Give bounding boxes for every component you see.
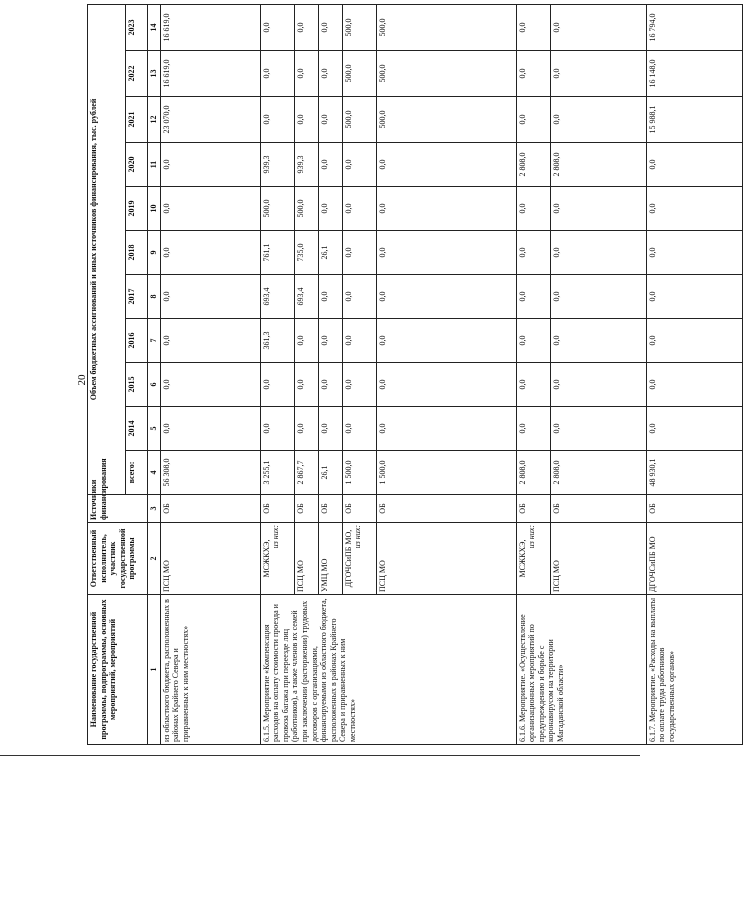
year-value-cell: 0,0 <box>294 363 318 407</box>
total-value-cell: 1 500,0 <box>376 451 516 495</box>
year-value-cell: 0,0 <box>646 319 742 363</box>
year-value-cell: 0,0 <box>160 407 260 451</box>
column-number: 4 <box>148 451 161 495</box>
header-year: 2018 <box>126 231 148 275</box>
year-value-cell: 500,0 <box>376 4 516 50</box>
year-value-cell: 500,0 <box>342 51 376 97</box>
year-value-cell: 0,0 <box>516 97 550 143</box>
column-number: 10 <box>148 187 161 231</box>
year-value-cell: 0,0 <box>516 4 550 50</box>
column-number: 3 <box>148 495 161 523</box>
year-value-cell: 0,0 <box>376 275 516 319</box>
year-value-cell: 0,0 <box>646 407 742 451</box>
header-year: 2022 <box>126 51 148 97</box>
financing-table <box>87 4 743 745</box>
total-value-cell: 48 930,1 <box>646 451 742 495</box>
executor-cell <box>550 523 646 595</box>
year-value-cell: 0,0 <box>260 363 294 407</box>
year-value-cell: 0,0 <box>550 51 646 97</box>
year-value-cell: 0,0 <box>342 363 376 407</box>
executor-cell <box>646 523 742 595</box>
header-year: 2014 <box>126 407 148 451</box>
executor-label: ДГОЧСиПБ МО <box>647 536 657 592</box>
year-value-cell: 0,0 <box>294 319 318 363</box>
total-value-cell: 2 867,7 <box>294 451 318 495</box>
header-name: Наименование государственной программы, подпрограммы, основных мероприятий, мероприятий <box>88 595 148 745</box>
table-row <box>160 4 260 744</box>
source-cell: ОБ <box>160 495 260 523</box>
year-value-cell: 0,0 <box>260 97 294 143</box>
executor-cell <box>318 523 342 595</box>
executor-label: ДГОЧСиПБ МО, <box>343 529 353 588</box>
year-value-cell: 0,0 <box>550 363 646 407</box>
year-value-cell: 361,3 <box>260 319 294 363</box>
year-value-cell: 0,0 <box>646 231 742 275</box>
header-year: 2020 <box>126 143 148 187</box>
header-total: всего: <box>126 451 148 495</box>
year-value-cell: 0,0 <box>550 407 646 451</box>
year-value-cell: 0,0 <box>160 231 260 275</box>
year-value-cell: 735,0 <box>294 231 318 275</box>
year-value-cell: 0,0 <box>342 319 376 363</box>
column-number: 11 <box>148 143 161 187</box>
executor-label: МСЖКХЭ, <box>261 539 271 578</box>
column-number: 2 <box>148 523 161 595</box>
executor-cell <box>376 523 516 595</box>
executor-cell <box>160 523 260 595</box>
header-source: Источники финансирования <box>88 495 148 523</box>
year-value-cell: 0,0 <box>646 363 742 407</box>
year-value-cell: 0,0 <box>376 143 516 187</box>
year-value-cell: 0,0 <box>260 407 294 451</box>
year-value-cell: 0,0 <box>260 4 294 50</box>
year-value-cell: 26,1 <box>318 231 342 275</box>
column-number: 9 <box>148 231 161 275</box>
year-value-cell: 0,0 <box>342 231 376 275</box>
executor-sublabel: из них: <box>353 525 363 549</box>
year-value-cell: 0,0 <box>376 407 516 451</box>
table-row <box>516 4 550 744</box>
year-value-cell: 0,0 <box>318 275 342 319</box>
year-value-cell: 693,4 <box>260 275 294 319</box>
year-value-cell: 0,0 <box>318 319 342 363</box>
year-value-cell: 0,0 <box>294 51 318 97</box>
source-cell: ОБ <box>318 495 342 523</box>
source-cell: ОБ <box>260 495 294 523</box>
year-value-cell: 0,0 <box>516 187 550 231</box>
source-cell: ОБ <box>550 495 646 523</box>
year-value-cell: 0,0 <box>376 187 516 231</box>
total-value-cell: 2 808,0 <box>516 451 550 495</box>
executor-sublabel: из них: <box>527 525 537 549</box>
year-value-cell: 0,0 <box>318 4 342 50</box>
year-value-cell: 0,0 <box>160 319 260 363</box>
header-volume: Объем бюджетных ассигнований и иных источников финансирования, тыс. рублей <box>88 4 126 494</box>
year-value-cell: 0,0 <box>550 187 646 231</box>
activity-name: 6.1.5. Мероприятие «Компенсация расходов на оплату стоимости проезда и провоза багажа при переезде лиц (работников), а также членов их семей при заключении (расторжении) трудовых договоров с организациями, финансируемыми из областного бюджета, расположенных в районах Крайнего Севера и приравненных к ним местностях» <box>260 595 516 745</box>
year-value-cell: 693,4 <box>294 275 318 319</box>
executor-label: ПСЦ МО <box>551 560 561 592</box>
header-year: 2017 <box>126 275 148 319</box>
column-number: 6 <box>148 363 161 407</box>
source-cell: ОБ <box>342 495 376 523</box>
executor-cell <box>342 523 376 595</box>
year-value-cell: 0,0 <box>646 275 742 319</box>
executor-cell <box>260 523 294 595</box>
executor-label: ПСЦ МО <box>377 560 387 592</box>
total-value-cell: 3 255,1 <box>260 451 294 495</box>
year-value-cell: 0,0 <box>318 363 342 407</box>
header-year: 2019 <box>126 187 148 231</box>
year-value-cell: 0,0 <box>318 187 342 231</box>
year-value-cell: 0,0 <box>318 407 342 451</box>
table-row <box>646 4 742 744</box>
column-number: 5 <box>148 407 161 451</box>
year-value-cell: 0,0 <box>160 363 260 407</box>
year-value-cell: 15 988,1 <box>646 97 742 143</box>
year-value-cell: 0,0 <box>318 97 342 143</box>
year-value-cell: 500,0 <box>342 4 376 50</box>
source-cell: ОБ <box>646 495 742 523</box>
column-number: 12 <box>148 97 161 143</box>
year-value-cell: 0,0 <box>376 231 516 275</box>
year-value-cell: 500,0 <box>376 51 516 97</box>
year-value-cell: 0,0 <box>294 407 318 451</box>
year-value-cell: 23 070,0 <box>160 97 260 143</box>
year-value-cell: 0,0 <box>516 363 550 407</box>
executor-sublabel: из них: <box>271 525 281 549</box>
year-value-cell: 0,0 <box>550 97 646 143</box>
year-value-cell: 0,0 <box>516 275 550 319</box>
year-value-cell: 761,1 <box>260 231 294 275</box>
year-value-cell: 2 808,0 <box>550 143 646 187</box>
year-value-cell: 16 794,0 <box>646 4 742 50</box>
year-value-cell: 16 148,0 <box>646 51 742 97</box>
year-value-cell: 0,0 <box>318 51 342 97</box>
year-value-cell: 0,0 <box>160 143 260 187</box>
executor-label: ПСЦ МО <box>295 560 305 592</box>
executor-cell <box>516 523 550 595</box>
column-number: 13 <box>148 51 161 97</box>
header-executor: Ответственный исполнитель, участник государственной программы <box>88 523 148 595</box>
source-cell: ОБ <box>376 495 516 523</box>
header-year: 2016 <box>126 319 148 363</box>
executor-cell <box>294 523 318 595</box>
year-value-cell: 16 619,0 <box>160 4 260 50</box>
year-value-cell: 0,0 <box>550 4 646 50</box>
year-value-cell: 0,0 <box>376 319 516 363</box>
year-value-cell: 0,0 <box>516 231 550 275</box>
year-value-cell: 2 808,0 <box>516 143 550 187</box>
year-value-cell: 500,0 <box>294 187 318 231</box>
header-year: 2023 <box>126 4 148 50</box>
executor-label: МСЖКХЭ, <box>517 539 527 578</box>
header-year: 2021 <box>126 97 148 143</box>
year-value-cell: 0,0 <box>342 275 376 319</box>
source-cell: ОБ <box>294 495 318 523</box>
header-year: 2015 <box>126 363 148 407</box>
year-value-cell: 0,0 <box>342 407 376 451</box>
year-value-cell: 0,0 <box>160 275 260 319</box>
activity-name: 6.1.7. Мероприятие. «Расходы на выплаты по оплате труда работников государственных органов» <box>646 595 742 745</box>
year-value-cell: 0,0 <box>516 319 550 363</box>
year-value-cell: 0,0 <box>516 407 550 451</box>
rotated-table-container <box>87 5 676 745</box>
column-number: 8 <box>148 275 161 319</box>
year-value-cell: 0,0 <box>550 319 646 363</box>
year-value-cell: 500,0 <box>376 97 516 143</box>
year-value-cell: 0,0 <box>516 51 550 97</box>
total-value-cell: 56 308,0 <box>160 451 260 495</box>
column-number: 14 <box>148 4 161 50</box>
year-value-cell: 0,0 <box>318 143 342 187</box>
activity-name: 6.1.6. Мероприятие. «Осуществление организационных мероприятий по предупреждению и борьбе с коронавирусом на территории Магаданской области» <box>516 595 646 745</box>
year-value-cell: 500,0 <box>260 187 294 231</box>
total-value-cell: 1 500,0 <box>342 451 376 495</box>
total-value-cell: 26,1 <box>318 451 342 495</box>
year-value-cell: 939,3 <box>260 143 294 187</box>
executor-label: ПСЦ МО <box>161 560 171 592</box>
column-number: 7 <box>148 319 161 363</box>
year-value-cell: 0,0 <box>646 187 742 231</box>
year-value-cell: 500,0 <box>342 97 376 143</box>
total-value-cell: 2 808,0 <box>550 451 646 495</box>
table-row <box>260 4 294 744</box>
page-number: 20 <box>76 374 88 386</box>
year-value-cell: 0,0 <box>294 97 318 143</box>
year-value-cell: 0,0 <box>550 275 646 319</box>
page-divider <box>0 755 640 756</box>
year-value-cell: 0,0 <box>646 143 742 187</box>
year-value-cell: 16 619,0 <box>160 51 260 97</box>
year-value-cell: 0,0 <box>550 231 646 275</box>
year-value-cell: 0,0 <box>342 187 376 231</box>
year-value-cell: 939,3 <box>294 143 318 187</box>
year-value-cell: 0,0 <box>160 187 260 231</box>
source-cell: ОБ <box>516 495 550 523</box>
year-value-cell: 0,0 <box>342 143 376 187</box>
column-number: 1 <box>148 595 161 745</box>
executor-label: УМЦ МО <box>319 558 329 592</box>
year-value-cell: 0,0 <box>260 51 294 97</box>
activity-name: из областного бюджета, расположенных в районах Крайнего Севера и приравненных к ним местностях» <box>160 595 260 745</box>
year-value-cell: 0,0 <box>294 4 318 50</box>
year-value-cell: 0,0 <box>376 363 516 407</box>
